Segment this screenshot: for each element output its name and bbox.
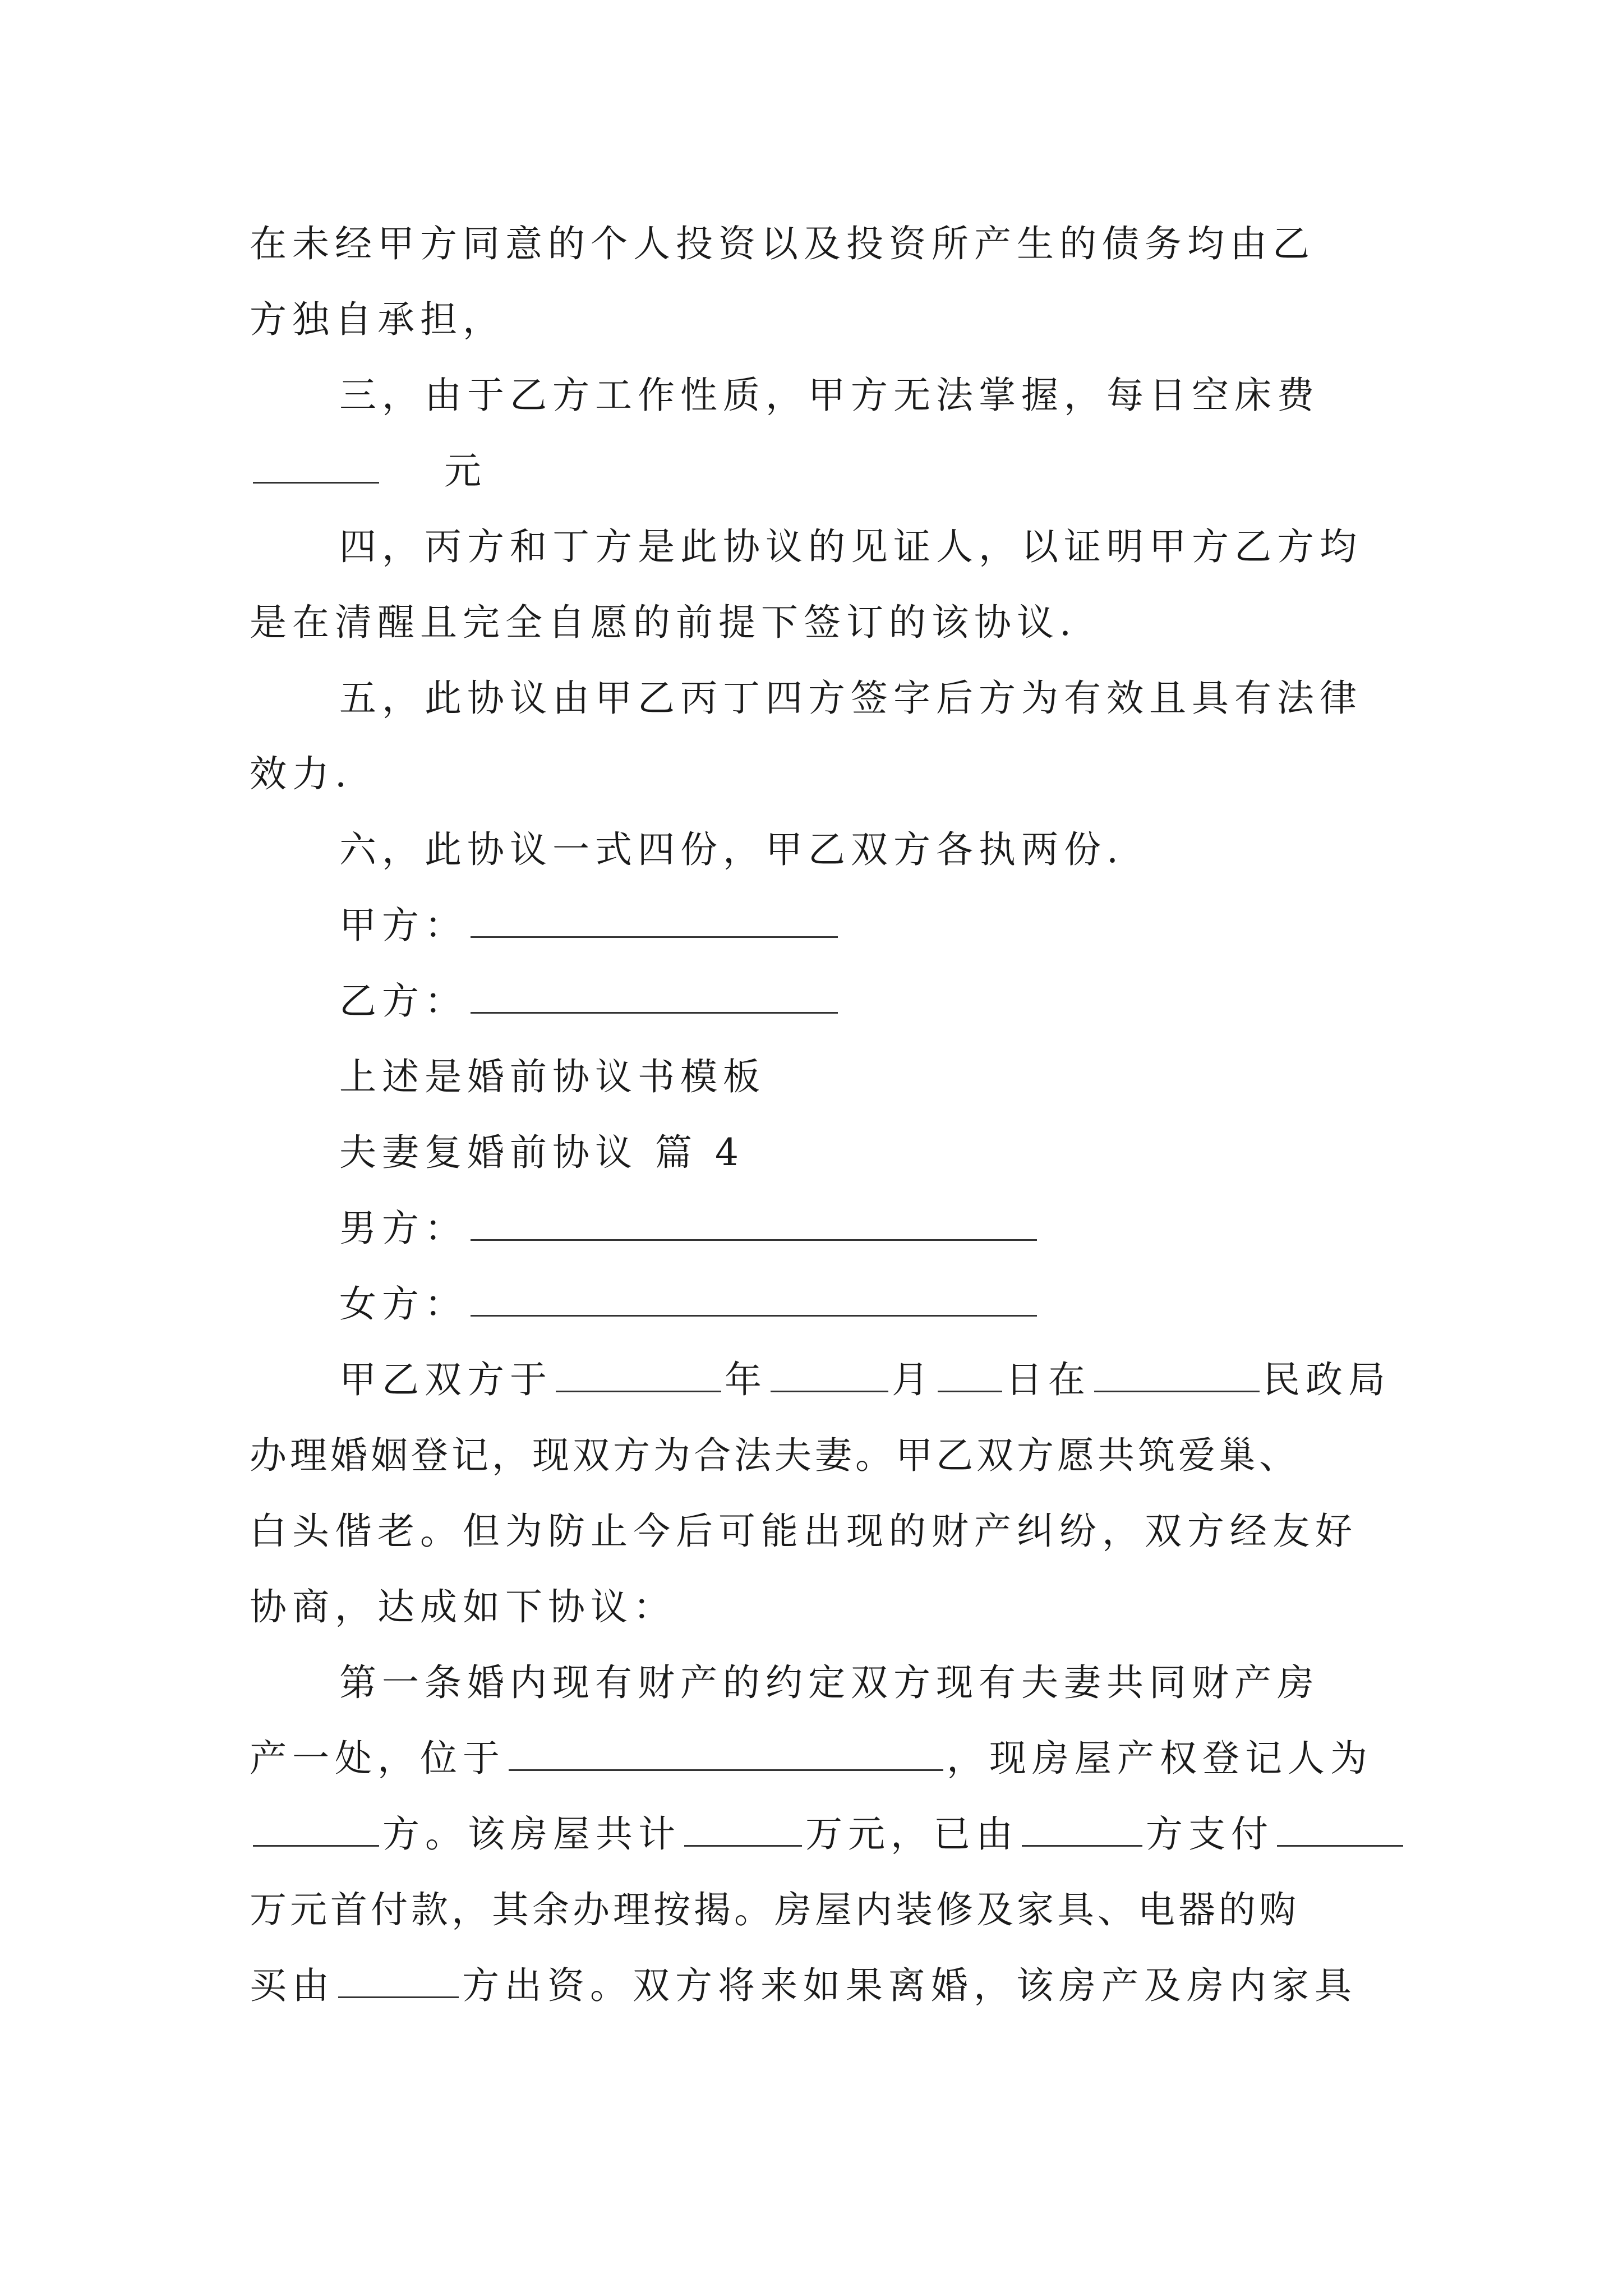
text-line	[250, 1725, 1373, 1792]
text-line	[250, 1498, 1358, 1565]
text-line	[250, 1573, 676, 1641]
text-line	[339, 892, 841, 959]
text-span: 白头偕老。但为防止今后可能出现的财产纠纷，双方经友好	[250, 1510, 1358, 1553]
signature-label: 甲方：	[339, 904, 467, 947]
text-line	[339, 1043, 766, 1111]
text-span: 月	[892, 1358, 934, 1401]
text-line	[250, 1952, 1357, 2019]
party-blank	[471, 1274, 1037, 1317]
text-span: 产一处，位于	[250, 1737, 505, 1780]
text-span: 元	[444, 449, 487, 493]
signature-blank	[471, 972, 838, 1014]
text-span: 方独自承担，	[250, 298, 505, 341]
text-span: 方出资。双方将来如果离婚，该房产及房内家具	[462, 1964, 1357, 2007]
text-line	[339, 1649, 1320, 1717]
section-heading	[339, 1119, 744, 1186]
text-span: ，现房屋产权登记人为	[947, 1737, 1373, 1780]
text-line	[250, 286, 505, 353]
text-line	[250, 589, 1077, 656]
text-span: 方支付	[1146, 1812, 1274, 1856]
text-line	[339, 968, 841, 1035]
text-span: 效力.	[250, 752, 352, 795]
text-span: 是在清醒且完全自愿的前提下签订的该协议.	[250, 601, 1077, 644]
text-span: 万元，已由	[805, 1812, 1018, 1856]
fill-blank	[509, 1729, 943, 1771]
fill-blank	[556, 1350, 721, 1392]
text-span: 四，丙方和丁方是此协议的见证人，以证明甲方乙方均	[339, 525, 1362, 568]
text-span: 甲乙双方于	[339, 1358, 552, 1401]
party-label: 女方：	[339, 1282, 467, 1326]
text-line	[339, 1195, 1040, 1262]
signature-label: 乙方：	[339, 979, 467, 1023]
fill-blank	[1094, 1350, 1260, 1392]
fill-blank	[1022, 1805, 1142, 1847]
fill-blank	[684, 1805, 802, 1847]
text-span: 日在	[1006, 1358, 1091, 1401]
text-line	[250, 1876, 1299, 1944]
text-line	[250, 740, 352, 808]
text-span: 民政局	[1263, 1358, 1391, 1401]
text-line	[339, 816, 1124, 884]
fill-blank	[253, 1805, 379, 1847]
text-span: 夫妻复婚前协议 篇 4	[339, 1131, 744, 1174]
text-span: 上述是婚前协议书模板	[339, 1055, 766, 1098]
text-line	[250, 438, 487, 505]
text-span: 买由	[250, 1964, 335, 2007]
text-line	[339, 1346, 1391, 1414]
text-span: 第一条婚内现有财产的约定双方现有夫妻共同财产房	[339, 1661, 1320, 1704]
text-span: 协商，达成如下协议：	[250, 1585, 676, 1628]
fill-blank	[1277, 1805, 1403, 1847]
text-span: 年	[725, 1358, 767, 1401]
text-line	[250, 210, 1315, 278]
text-line	[250, 1422, 1299, 1489]
text-span: 六，此协议一式四份，甲乙双方各执两份.	[339, 828, 1124, 871]
fill-blank	[771, 1350, 888, 1392]
text-span: 在未经甲方同意的个人投资以及投资所产生的债务均由乙	[250, 222, 1315, 265]
signature-blank	[471, 896, 838, 938]
text-span: 五，此协议由甲乙丙丁四方签字后方为有效且具有法律	[339, 677, 1362, 720]
text-span: 万元首付款，其余办理按揭。房屋内装修及家具、电器的购	[250, 1888, 1299, 1931]
text-span: 方。该房屋共计	[382, 1812, 681, 1856]
text-line	[339, 513, 1362, 581]
fill-blank	[938, 1350, 1002, 1392]
text-line	[250, 1801, 1407, 1868]
fill-blank	[253, 441, 379, 484]
text-span: 办理婚姻登记，现双方为合法夫妻。甲乙双方愿共筑爱巢、	[250, 1434, 1299, 1477]
text-line	[339, 665, 1362, 732]
text-line	[339, 362, 1320, 429]
text-span: 三，由于乙方工作性质，甲方无法掌握，每日空床费	[339, 374, 1320, 417]
party-label: 男方：	[339, 1207, 467, 1250]
party-blank	[471, 1199, 1037, 1241]
text-line	[339, 1271, 1040, 1338]
fill-blank	[338, 1956, 459, 1998]
